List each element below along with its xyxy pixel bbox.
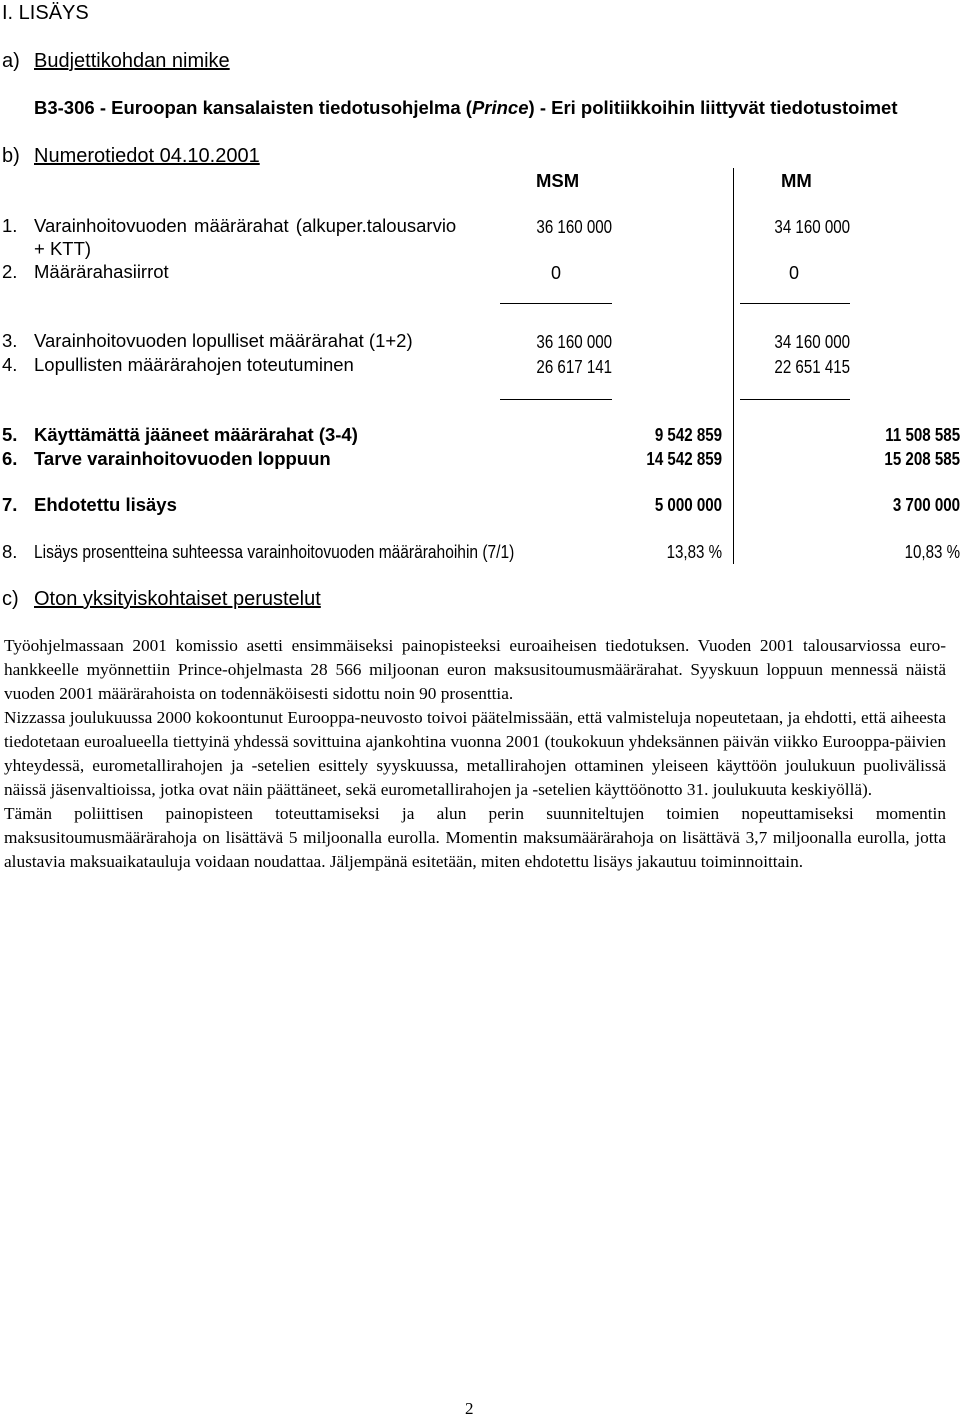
section-c-marker: c) (2, 588, 19, 610)
cell-mm: 34 160 000 (774, 332, 850, 352)
column-separator (733, 168, 734, 564)
cell-mm: 34 160 000 (774, 217, 850, 237)
cell-mm: 10,83 % (904, 542, 960, 562)
row-number: 7. (2, 494, 18, 515)
page-number: 2 (465, 1399, 474, 1418)
sum-rule (740, 303, 850, 304)
row-number: 2. (2, 261, 18, 282)
cell-mm: 11 508 585 (885, 425, 960, 445)
cell-mm: 22 651 415 (774, 357, 850, 377)
column-header-msm: MSM (536, 170, 580, 191)
cell-msm: 14 542 859 (646, 449, 722, 469)
row-label-continuation: + KTT) (34, 238, 92, 259)
row-label: Ehdotettu lisäys (34, 494, 177, 515)
row-number: 4. (2, 354, 18, 375)
column-header-mm: MM (781, 170, 812, 191)
row-label: Varainhoitovuoden määrärahat (alkuper.talousarvio (34, 215, 457, 236)
section-c-title: Oton yksityiskohtaiset perustelut (34, 588, 321, 610)
row-label: Tarve varainhoitovuoden loppuun (34, 448, 331, 469)
cell-msm: 36 160 000 (536, 217, 612, 237)
sum-rule (500, 303, 612, 304)
row-label: Lopullisten määrärahojen toteutuminen (34, 354, 354, 375)
budget-item-name: B3-306 - Euroopan kansalaisten tiedotusohjelma (Prince) - Eri politiikkoihin liittyvät tiedotustoimet (34, 97, 898, 118)
justification-text (4, 634, 946, 874)
paragraph: Tämän poliittisen painopisteen toteuttamiseksi ja alun perin suunniteltujen toimien nopeuttamiseksi momentin maksusitoumusmäärärahoja on lisättävä 5 miljoonalla eurolla. Momentin maksumäärärahoja on lisättävä 3,7 miljoonalla eurolla, jotta alustavia maksuaikatauluja voidaan noudattaa. Jäljempänä esitetään, miten ehdotettu lisäys jakautuu toiminnoittain. (4, 804, 946, 871)
row-label: Lisäys prosentteina suhteessa varainhoitovuoden määrärahoihin (7/1) (34, 541, 515, 562)
cell-msm: 9 542 859 (654, 425, 722, 445)
cell-msm: 26 617 141 (536, 357, 612, 377)
section-b-marker: b) (2, 145, 20, 167)
section-a-title: Budjettikohdan nimike (34, 50, 230, 72)
paragraph: Työohjelmassaan 2001 komissio asetti ensimmäiseksi painopisteeksi euroaiheisen tiedotuksen. Vuoden 2001 talousarviossa euro-hankkeelle myönnettiin Prince-ohjelmasta 28 566 miljoonan euron maksusitoumusmäärärahat. Syyskuun loppuun mennessä näistä vuoden 2001 määrärahoista on todennäköisesti sidottu noin 90 prosenttia. (4, 636, 946, 703)
row-number: 1. (2, 215, 18, 236)
cell-msm: 5 000 000 (654, 495, 722, 515)
sum-rule (500, 399, 612, 400)
cell-mm: 3 700 000 (892, 495, 960, 515)
section-a-marker: a) (2, 50, 20, 72)
sum-rule (740, 399, 850, 400)
row-number: 3. (2, 330, 18, 351)
cell-msm: 36 160 000 (536, 332, 612, 352)
row-label: Määrärahasiirrot (34, 261, 169, 282)
row-label: Varainhoitovuoden lopulliset määrärahat (1+2) (34, 330, 413, 351)
row-number: 5. (2, 424, 18, 445)
cell-msm: 0 (550, 263, 561, 283)
paragraph: Nizzassa joulukuussa 2000 kokoontunut Eurooppa-neuvosto toivoi päätelmissään, että valmisteluja nopeutetaan, ja ehdotti, että aiheesta tiedotetaan euroalueella tiettyinä yhdessä sovittuina ajankohtina vuonna 2001 (toukokuun yhdeksännen päivän viikko Eurooppa-päivien yhteydessä, eurometallirahojen ja -setelien esittely syyskuussa, metallirahojen ottaminen yleiseen käyttöön joulukuun puolivälissä näissä jäsenvaltioissa, jotka ovat näin päättäneet, sekä eurometallirahojen ja -setelien käyttöönotto 31. joulukuuta keskiyöllä). (4, 708, 946, 799)
row-number: 6. (2, 448, 18, 469)
page-heading: I. LISÄYS (2, 2, 89, 24)
section-b-title: Numerotiedot 04.10.2001 (34, 145, 260, 167)
cell-mm: 15 208 585 (884, 449, 960, 469)
cell-msm: 13,83 % (666, 542, 722, 562)
row-number: 8. (2, 541, 18, 562)
row-label: Käyttämättä jääneet määrärahat (3-4) (34, 424, 358, 445)
cell-mm: 0 (788, 263, 799, 283)
